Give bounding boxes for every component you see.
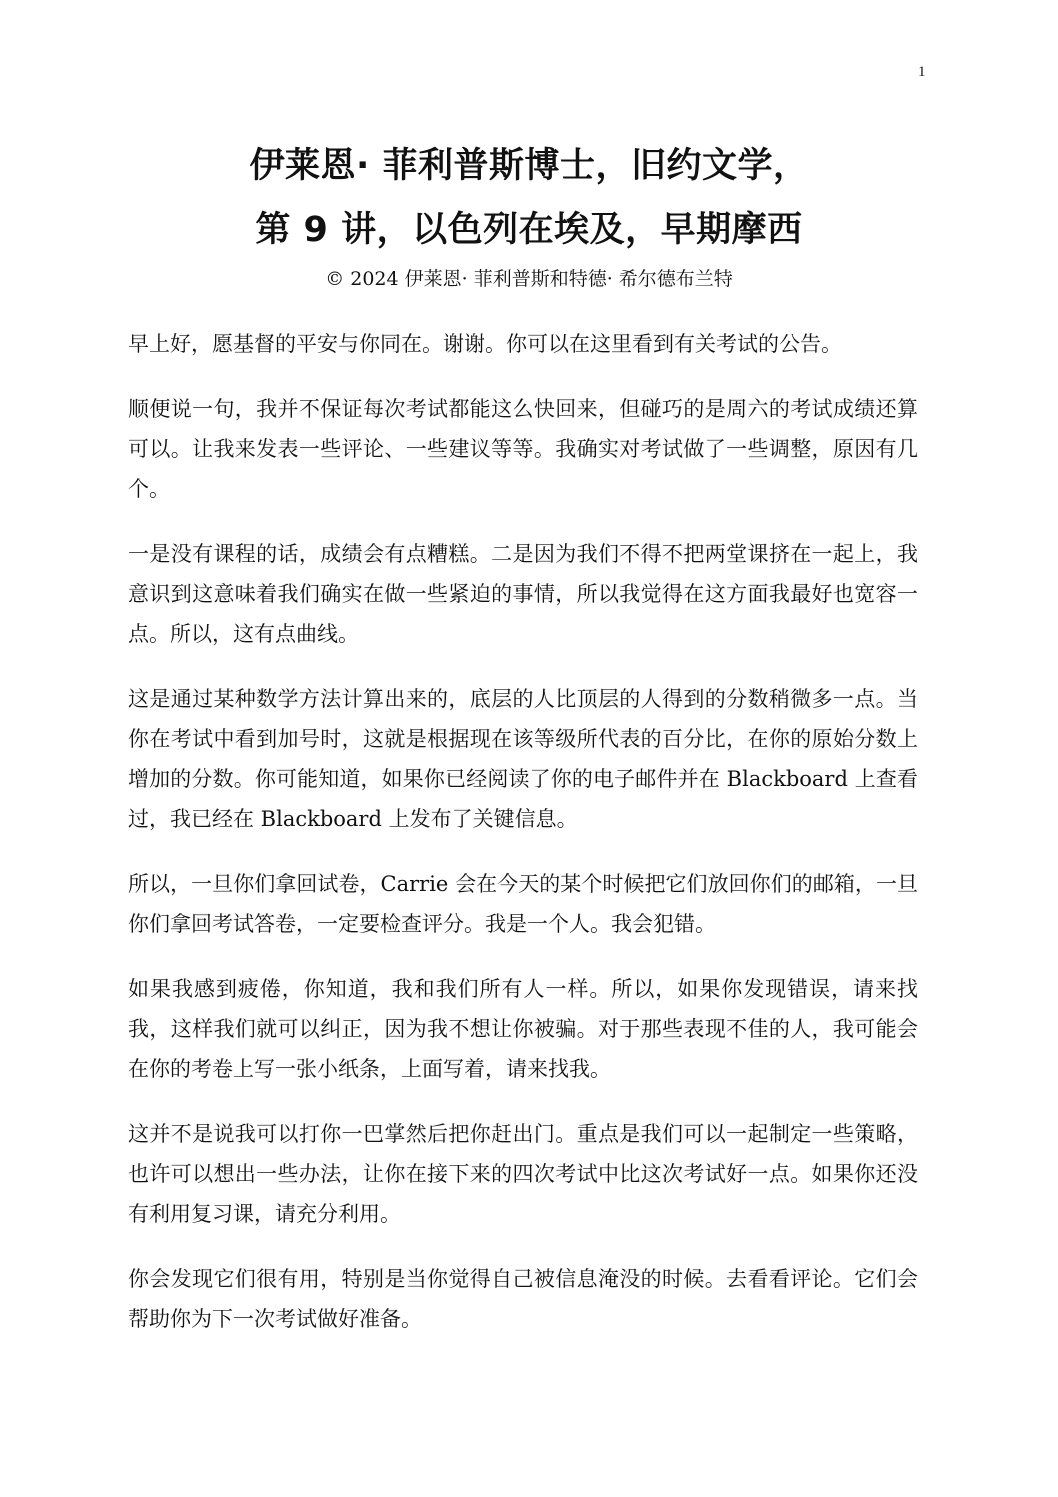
paragraph: 顺便说一句，我并不保证每次考试都能这么快回来，但碰巧的是周六的考试成绩还算可以。让我来发表一些评论、一些建议等等。我确实对考试做了一些调整，原因有几个。: [128, 397, 918, 501]
paragraph: 这并不是说我可以打你一巴掌然后把你赶出门。重点是我们可以一起制定一些策略，也许可以想出一些办法，让你在接下来的四次考试中比这次考试好一点。如果你还没有利用复习课，请充分利用。: [128, 1122, 918, 1226]
paragraph: 早上好，愿基督的平安与你同在。谢谢。你可以在这里看到有关考试的公告。: [128, 332, 842, 356]
page-number: 1: [918, 64, 926, 80]
document-header: [0, 136, 1058, 294]
paragraph: 一是没有课程的话，成绩会有点糟糕。二是因为我们不得不把两堂课挤在一起上，我意识到这意味着我们确实在做一些紧迫的事情，所以我觉得在这方面我最好也宽容一点。所以，这有点曲线。: [128, 542, 918, 646]
title-line-1: 伊莱恩· 菲利普斯博士，旧约文学，: [249, 146, 809, 186]
paragraph: 这是通过某种数学方法计算出来的，底层的人比顶层的人得到的分数稍微多一点。当你在考试中看到加号时，这就是根据现在该等级所代表的百分比，在你的原始分数上增加的分数。你可能知道，如果你已经阅读了你的电子邮件并在 Blackboard 上查看过，我已经在 Blackboard 上发布了关键信息。: [128, 687, 918, 831]
document-body: [128, 324, 918, 1364]
paragraph: 如果我感到疲倦，你知道，我和我们所有人一样。所以，如果你发现错误，请来找我，这样我们就可以纠正，因为我不想让你被骗。对于那些表现不佳的人，我可能会在你的考卷上写一张小纸条，上面写着，请来找我。: [128, 977, 918, 1081]
paragraph: 你会发现它们很有用，特别是当你觉得自己被信息淹没的时候。去看看评论。它们会帮助你为下一次考试做好准备。: [128, 1267, 918, 1331]
copyright-line: © 2024 伊莱恩· 菲利普斯和特德· 希尔德布兰特: [325, 268, 733, 290]
title-line-2: 第 9 讲，以色列在埃及，早期摩西: [255, 210, 803, 250]
paragraph: 所以，一旦你们拿回试卷，Carrie 会在今天的某个时候把它们放回你们的邮箱，一旦你们拿回考试答卷，一定要检查评分。我是一个人。我会犯错。: [128, 872, 918, 936]
